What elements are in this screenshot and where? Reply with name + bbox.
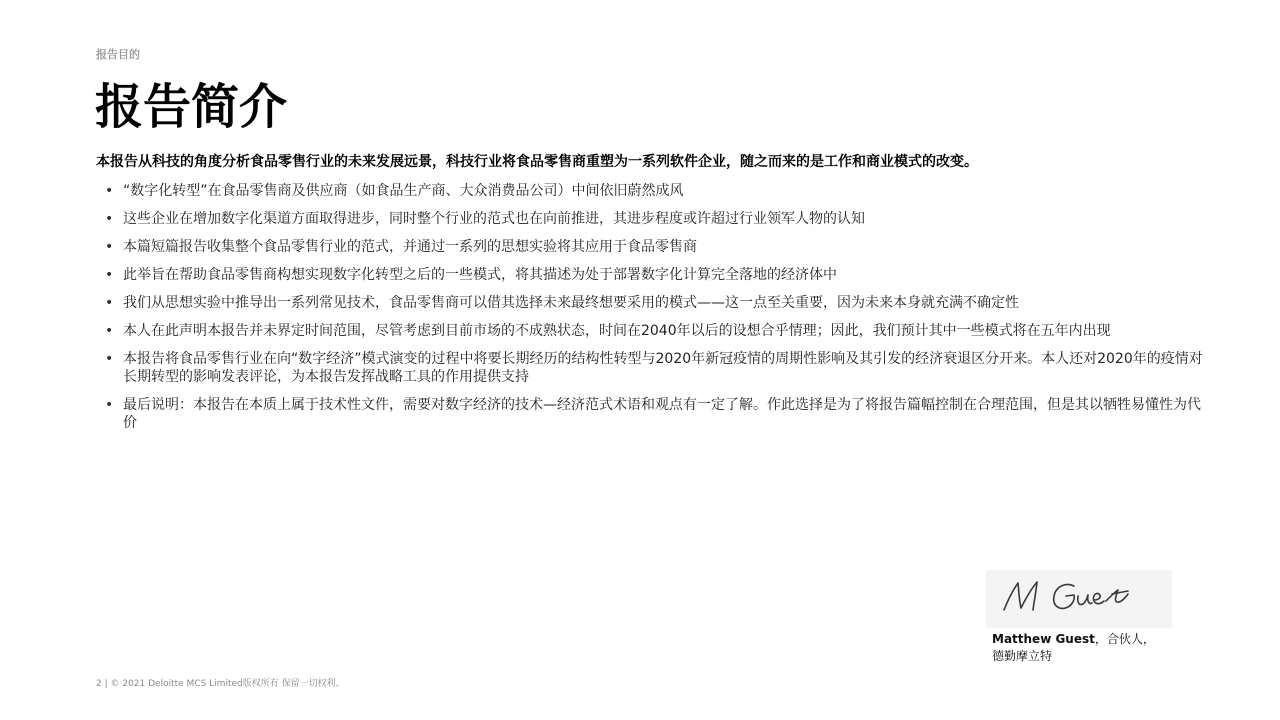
bullet-item [96,350,1206,386]
bullet-item [96,182,1206,200]
signatory-line [992,630,1155,648]
bullet-dot-icon: • [105,239,114,255]
signatory-role: ，合伙人， [1094,632,1155,646]
bullet-dot-icon: • [105,323,114,339]
footer-copyright: 2 | © 2021 Deloitte MCS Limited版权所有 保留一切权利。 [96,679,345,689]
bullet-text: “数字化转型”在食品零售商及供应商（如食品生产商、大众消费品公司）中间依旧蔚然成风 [123,183,684,199]
bullet-item [96,238,1206,256]
bullet-text: 本报告将食品零售行业在向“数字经济”模式演变的过程中将要长期经历的结构性转型与2020年新冠疫情的周期性影响及其引发的经济衰退区分开来。本人还对2020年的疫情对长期转型的影响发表评论，为本报告发挥战略工具的作用提供支持 [123,351,1203,385]
bullet-item [96,396,1206,432]
intro-paragraph: 本报告从科技的角度分析食品零售行业的未来发展远景，科技行业将食品零售商重塑为一系列软件企业，随之而来的是工作和商业模式的改变。 [96,154,978,170]
handwritten-signature-icon [986,570,1172,628]
bullet-dot-icon: • [105,211,114,227]
section-label: 报告目的 [96,48,140,61]
bullet-dot-icon: • [105,295,114,311]
bullet-list [96,182,1206,442]
bullet-item [96,210,1206,228]
bullet-item [96,294,1206,312]
signature-image [986,570,1172,628]
bullet-text: 最后说明：本报告在本质上属于技术性文件，需要对数字经济的技术—经济范式术语和观点有一定了解。作此选择是为了将报告篇幅控制在合理范围，但是其以牺牲易懂性为代价 [123,397,1201,431]
bullet-dot-icon: • [105,351,114,367]
bullet-text: 我们从思想实验中推导出一系列常见技术，食品零售商可以借其选择未来最终想要采用的模式——这一点至关重要，因为未来本身就充满不确定性 [123,295,1019,311]
signatory-name: Matthew Guest [992,632,1095,646]
bullet-dot-icon: • [105,267,114,283]
bullet-item [96,322,1206,340]
bullet-text: 这些企业在增加数字化渠道方面取得进步，同时整个行业的范式也在向前推进，其进步程度或许超过行业领军人物的认知 [123,211,865,227]
bullet-item [96,266,1206,284]
page-title: 报告简介 [95,79,288,135]
bullet-dot-icon: • [105,183,114,199]
bullet-text: 本篇短篇报告收集整个食品零售行业的范式，并通过一系列的思想实验将其应用于食品零售商 [123,239,697,255]
bullet-text: 此举旨在帮助食品零售商构想实现数字化转型之后的一些模式，将其描述为处于部署数字化计算完全落地的经济体中 [123,267,837,283]
bullet-text: 本人在此声明本报告并未界定时间范围，尽管考虑到目前市场的不成熟状态，时间在2040年以后的设想合乎情理；因此，我们预计其中一些模式将在五年内出现 [123,323,1111,339]
bullet-dot-icon: • [105,397,114,413]
signatory-organization: 德勤摩立特 [992,649,1053,663]
